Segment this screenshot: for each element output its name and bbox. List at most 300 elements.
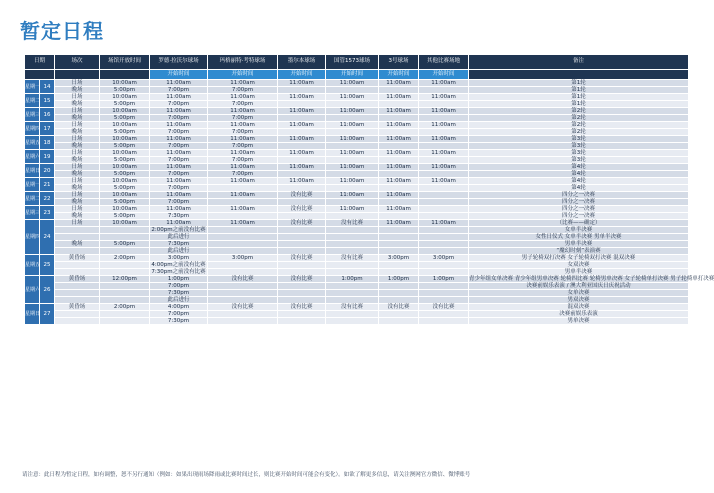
venue-time-cell (419, 241, 469, 248)
venue-time-cell (379, 234, 419, 241)
venue-time-cell (326, 318, 379, 325)
session-cell: 晚场 (55, 129, 100, 136)
venue-time-cell (419, 283, 469, 290)
venue-time-cell (208, 283, 278, 290)
venue-time-cell: 1:00pm (379, 276, 419, 283)
schedule-row (25, 157, 689, 164)
notes-cell: 第4轮 (469, 171, 689, 178)
schedule-row (25, 199, 689, 206)
venue-time-cell (379, 213, 419, 220)
venue-time-cell (208, 234, 278, 241)
venue-time-cell (419, 185, 469, 192)
venue-time-cell (379, 248, 419, 255)
session-cell: 晚场 (55, 213, 100, 220)
weekday-cell: 星期五 (25, 136, 40, 150)
venue-time-cell: 11:00am (150, 80, 208, 87)
venue-time-cell: 11:00am (326, 80, 379, 87)
schedule-row (25, 304, 689, 311)
opening-time-cell: 10:00am (100, 108, 150, 115)
venue-time-cell (379, 283, 419, 290)
opening-time-cell (100, 269, 150, 276)
venue-time-cell: 11:00am (326, 94, 379, 101)
venue-time-cell: 11:00am (150, 122, 208, 129)
opening-time-cell: 10:00am (100, 80, 150, 87)
date-cell: 18 (40, 136, 55, 150)
venue-time-cell: 11:00am (208, 164, 278, 171)
footnote: 请注意：此日程为暂定日程，如有调整，恕不另行通知（例如：如果出现雨场降雨或比赛时间过长，则比赛开始时间可能会有变化）。如欲了解更多信息，请关注澳网官方微信、微博账号 (22, 472, 471, 478)
venue-time-cell: 11:00am (326, 150, 379, 157)
venue-time-cell: 11:00am (326, 108, 379, 115)
venue-time-cell (208, 262, 278, 269)
session-cell (55, 283, 100, 290)
venue-time-cell: 11:00am (379, 136, 419, 143)
weekday-cell: 星期五 (25, 255, 40, 276)
venue-time-cell (278, 199, 326, 206)
schedule-row (25, 185, 689, 192)
venue-time-cell (326, 283, 379, 290)
venue-time-cell: 1:00pm (326, 276, 379, 283)
venue-time-cell: 4:00pm (150, 304, 208, 311)
opening-time-cell (100, 290, 150, 297)
schedule-row (25, 297, 689, 304)
notes-cell: 第2轮 (469, 122, 689, 129)
notes-cell: 四分之一决赛 (469, 192, 689, 199)
session-cell: 晚场 (55, 185, 100, 192)
notes-cell: 四分之一决赛 (469, 199, 689, 206)
subheader-blank (100, 70, 150, 80)
venue-time-cell: 7:00pm (208, 157, 278, 164)
venue-time-cell (208, 227, 278, 234)
venue-time-cell: 11:00am (278, 122, 326, 129)
venue-time-cell: 11:00am (379, 150, 419, 157)
schedule-row (25, 108, 689, 115)
venue-time-cell (278, 115, 326, 122)
header-date: 日期 (25, 55, 55, 70)
venue-time-cell (278, 185, 326, 192)
venue-time-cell (419, 143, 469, 150)
notes-cell: 第1轮 (469, 87, 689, 94)
venue-time-cell (419, 199, 469, 206)
venue-time-cell: 11:00am (419, 150, 469, 157)
venue-time-cell (419, 234, 469, 241)
notes-cell: 男单半决赛 (469, 269, 689, 276)
date-cell: 23 (40, 206, 55, 220)
schedule-row (25, 248, 689, 255)
notes-cell: 男双决赛 (469, 297, 689, 304)
notes-cell: 第3轮 (469, 150, 689, 157)
venue-time-cell (419, 206, 469, 213)
schedule-row (25, 283, 689, 290)
venue-time-cell (379, 311, 419, 318)
venue-time-cell (326, 185, 379, 192)
session-cell: 晚场 (55, 241, 100, 248)
venue-time-cell: 11:00am (379, 108, 419, 115)
venue-time-cell: 11:00am (326, 122, 379, 129)
session-cell: 晚场 (55, 115, 100, 122)
venue-time-cell (326, 87, 379, 94)
venue-time-cell: 7:00pm (150, 199, 208, 206)
venue-time-cell: 没有比赛 (326, 220, 379, 227)
schedule-row (25, 143, 689, 150)
notes-cell: （比赛——确定） (469, 220, 689, 227)
venue-time-cell: 11:00am (208, 80, 278, 87)
date-cell: 15 (40, 94, 55, 108)
venue-time-cell: 11:00am (150, 108, 208, 115)
venue-time-cell (326, 241, 379, 248)
venue-time-cell: 11:00am (278, 94, 326, 101)
schedule-row (25, 87, 689, 94)
venue-time-cell: 11:00am (419, 80, 469, 87)
venue-time-cell: 11:00am (150, 192, 208, 199)
venue-time-cell (326, 115, 379, 122)
date-cell: 17 (40, 122, 55, 136)
notes-cell: 第3轮 (469, 157, 689, 164)
session-cell: 日场 (55, 178, 100, 185)
venue-time-cell (326, 213, 379, 220)
opening-time-cell (100, 227, 150, 234)
venue-time-cell: 11:00am (379, 94, 419, 101)
notes-cell: 男单决赛 (469, 318, 689, 325)
venue-time-cell (208, 199, 278, 206)
date-cell: 25 (40, 255, 55, 276)
venue-time-cell (326, 248, 379, 255)
date-cell: 16 (40, 108, 55, 122)
schedule-row (25, 262, 689, 269)
schedule-row (25, 269, 689, 276)
venue-time-cell (326, 199, 379, 206)
venue-time-cell (278, 157, 326, 164)
venue-time-cell (208, 318, 278, 325)
venue-time-cell: 11:00am (379, 178, 419, 185)
venue-time-cell (278, 227, 326, 234)
venue-time-cell (379, 269, 419, 276)
venue-time-cell (278, 101, 326, 108)
venue-time-cell (419, 227, 469, 234)
notes-cell: 女双决赛 (469, 262, 689, 269)
venue-time-cell (419, 311, 469, 318)
header-session: 场次 (55, 55, 100, 70)
venue-time-cell: 11:00am (150, 150, 208, 157)
header-venue: 国管1573球场 (326, 55, 379, 70)
subheader-blank (25, 70, 55, 80)
venue-time-cell: 3:00pm (379, 255, 419, 262)
session-cell: 晚场 (55, 143, 100, 150)
weekday-cell: 星期一 (25, 178, 40, 192)
venue-time-cell: 7:00pm (150, 157, 208, 164)
opening-time-cell: 5:00pm (100, 143, 150, 150)
schedule-body (25, 80, 714, 325)
venue-time-cell (278, 311, 326, 318)
schedule-row (25, 276, 689, 283)
weekday-cell: 星期日 (25, 304, 40, 325)
venue-time-cell: 7:00pm (150, 129, 208, 136)
session-cell: 日场 (55, 122, 100, 129)
schedule-row (25, 136, 689, 143)
date-cell: 19 (40, 150, 55, 164)
page-title: 暂定日程 (20, 19, 104, 43)
venue-time-cell: 11:00am (419, 164, 469, 171)
opening-time-cell: 12:00pm (100, 276, 150, 283)
notes-cell: 第3轮 (469, 136, 689, 143)
venue-time-cell: 没有比赛 (278, 276, 326, 283)
notes-cell: 四分之一决赛 (469, 213, 689, 220)
date-cell: 22 (40, 192, 55, 206)
venue-time-cell (278, 143, 326, 150)
opening-time-cell: 5:00pm (100, 157, 150, 164)
session-cell: 日场 (55, 94, 100, 101)
schedule-table-container (24, 54, 714, 465)
schedule-row (25, 290, 689, 297)
venue-time-cell: 11:00am (326, 178, 379, 185)
venue-time-cell: 11:00am (208, 220, 278, 227)
session-cell: 日场 (55, 192, 100, 199)
session-cell (55, 311, 100, 318)
header-notes: 备注 (469, 55, 689, 70)
venue-time-cell: 3:00pm (208, 255, 278, 262)
venue-time-cell: 7:00pm (208, 143, 278, 150)
session-cell: 黄昏场 (55, 255, 100, 262)
venue-time-cell: 7:30pm (150, 241, 208, 248)
subheader-blank (469, 70, 689, 80)
subheader-start-time: 开始时间 (208, 70, 278, 80)
venue-time-cell: 11:00am (278, 164, 326, 171)
venue-time-cell: 11:00am (150, 178, 208, 185)
date-cell: 24 (40, 220, 55, 255)
venue-time-cell (208, 290, 278, 297)
venue-time-cell (379, 101, 419, 108)
schedule-row (25, 220, 689, 227)
venue-time-cell (379, 227, 419, 234)
venue-time-cell: 11:00am (379, 122, 419, 129)
opening-time-cell: 2:00pm (100, 255, 150, 262)
venue-time-cell: 11:00am (326, 206, 379, 213)
venue-time-cell (419, 101, 469, 108)
venue-time-cell: 11:00am (150, 94, 208, 101)
schedule-row (25, 122, 689, 129)
session-cell (55, 248, 100, 255)
venue-time-cell (326, 234, 379, 241)
notes-cell: 第4轮 (469, 164, 689, 171)
venue-time-cell: 11:00am (208, 150, 278, 157)
venue-time-cell (326, 171, 379, 178)
session-cell: 晚场 (55, 157, 100, 164)
venue-time-cell (208, 248, 278, 255)
header-venue: 3号球场 (379, 55, 419, 70)
venue-time-cell: 1:00pm (419, 276, 469, 283)
venue-time-cell: 11:00am (208, 192, 278, 199)
venue-time-cell (208, 213, 278, 220)
venue-time-cell (419, 115, 469, 122)
venue-time-cell: 11:00am (278, 108, 326, 115)
venue-time-cell: 11:00am (208, 178, 278, 185)
venue-time-cell: 没有比赛 (326, 255, 379, 262)
opening-time-cell: 5:00pm (100, 199, 150, 206)
venue-time-cell (208, 241, 278, 248)
venue-time-cell: 11:00am (278, 150, 326, 157)
venue-time-cell (326, 262, 379, 269)
date-cell: 21 (40, 178, 55, 192)
opening-time-cell (100, 262, 150, 269)
session-cell: 日场 (55, 80, 100, 87)
schedule-row (25, 311, 689, 318)
venue-time-cell: 7:00pm (150, 283, 208, 290)
venue-time-cell: 1:00pm (150, 276, 208, 283)
venue-time-cell: 11:00am (419, 108, 469, 115)
venue-time-cell: 7:30pm之前没有比赛 (151, 269, 206, 275)
weekday-cell: 星期日 (25, 164, 40, 178)
schedule-row (25, 227, 689, 234)
venue-time-cell: 7:00pm (150, 101, 208, 108)
venue-time-cell: 11:00am (278, 178, 326, 185)
notes-cell: “魔幻时刻”表演赛 (469, 248, 689, 255)
venue-time-cell: 11:00am (419, 220, 469, 227)
venue-time-cell (278, 269, 326, 276)
notes-cell: 女单决赛 (469, 290, 689, 297)
venue-time-cell: 11:00am (379, 164, 419, 171)
venue-time-cell: 7:30pm (150, 213, 208, 220)
venue-time-cell: 11:00am (326, 164, 379, 171)
venue-time-cell: 没有比赛 (278, 304, 326, 311)
venue-time-cell (419, 262, 469, 269)
venue-time-cell (379, 87, 419, 94)
session-cell: 晚场 (55, 101, 100, 108)
notes-cell: 第4轮 (469, 185, 689, 192)
session-cell: 黄昏场 (55, 276, 100, 283)
venue-time-cell (326, 290, 379, 297)
venue-time-cell (326, 143, 379, 150)
session-cell: 晚场 (55, 171, 100, 178)
opening-time-cell: 10:00am (100, 192, 150, 199)
venue-time-cell: 11:00am (150, 220, 208, 227)
venue-time-cell (379, 171, 419, 178)
schedule-row (25, 94, 689, 101)
venue-time-cell (278, 87, 326, 94)
schedule-row (25, 234, 689, 241)
notes-cell: 男子轮椅双打决赛 女子轮椅双打决赛 混双决赛 (469, 255, 689, 262)
venue-time-cell (379, 318, 419, 325)
subheader-start-time: 开始时间 (150, 70, 208, 80)
venue-time-cell (278, 129, 326, 136)
venue-time-cell: 7:00pm (150, 311, 208, 318)
venue-time-cell (419, 269, 469, 276)
venue-time-cell (208, 269, 278, 276)
opening-time-cell: 10:00am (100, 150, 150, 157)
venue-time-cell: 11:00am (379, 206, 419, 213)
venue-time-cell: 11:00am (150, 136, 208, 143)
notes-cell: 第2轮 (469, 115, 689, 122)
header-venue: 玛格丽特·考特球场 (208, 55, 278, 70)
venue-time-cell: 11:00am (379, 80, 419, 87)
session-cell (55, 290, 100, 297)
venue-time-cell: 11:00am (379, 220, 419, 227)
notes-cell: 决赛前娱乐表演 / 澳大利亚国庆日庆祝活动 (469, 283, 689, 290)
schedule-row (25, 206, 689, 213)
venue-time-cell (326, 227, 379, 234)
session-cell: 日场 (55, 206, 100, 213)
header-opening: 场馆开放时间 (100, 55, 150, 70)
venue-time-cell: 11:00am (379, 192, 419, 199)
notes-cell: 第1轮 (469, 80, 689, 87)
session-cell: 晚场 (55, 87, 100, 94)
subheader-start-time: 开始时间 (278, 70, 326, 80)
opening-time-cell: 5:00pm (100, 185, 150, 192)
venue-time-cell (208, 311, 278, 318)
opening-time-cell (100, 318, 150, 325)
session-cell (55, 297, 100, 304)
venue-time-cell: 11:00am (419, 94, 469, 101)
venue-time-cell (278, 248, 326, 255)
weekday-cell: 星期四 (25, 220, 40, 255)
venue-time-cell: 7:00pm (150, 115, 208, 122)
venue-time-cell: 11:00am (208, 94, 278, 101)
date-cell: 14 (40, 80, 55, 94)
venue-time-cell (419, 171, 469, 178)
venue-time-cell: 没有比赛 (278, 206, 326, 213)
venue-time-cell (278, 234, 326, 241)
venue-time-cell (419, 192, 469, 199)
opening-time-cell: 5:00pm (100, 115, 150, 122)
venue-time-cell (419, 290, 469, 297)
venue-time-cell (379, 262, 419, 269)
venue-time-cell (379, 129, 419, 136)
date-cell: 27 (40, 304, 55, 325)
notes-cell: 决赛前娱乐表演 (469, 311, 689, 318)
venue-time-cell (326, 297, 379, 304)
venue-time-cell: 3:00pm (150, 255, 208, 262)
session-cell: 日场 (55, 150, 100, 157)
venue-time-cell: 此后进行 (150, 248, 208, 255)
opening-time-cell: 10:00am (100, 206, 150, 213)
venue-time-cell: 11:00am (326, 136, 379, 143)
notes-cell: 第1轮 (469, 94, 689, 101)
venue-time-cell (208, 297, 278, 304)
venue-time-cell: 没有比赛 (419, 304, 469, 311)
venue-time-cell (278, 213, 326, 220)
header-venue: 其他比赛场地 (419, 55, 469, 70)
venue-time-cell: 此后进行 (150, 297, 208, 304)
session-cell (55, 234, 100, 241)
schedule-row (25, 255, 689, 262)
venue-time-cell (278, 318, 326, 325)
opening-time-cell: 10:00am (100, 122, 150, 129)
session-cell (55, 262, 100, 269)
venue-time-cell (326, 269, 379, 276)
venue-time-cell: 7:00pm (150, 143, 208, 150)
venue-time-cell: 没有比赛 (379, 304, 419, 311)
venue-time-cell: 11:00am (150, 206, 208, 213)
schedule-row (25, 129, 689, 136)
venue-time-cell (326, 157, 379, 164)
venue-time-cell: 没有比赛 (326, 304, 379, 311)
venue-time-cell (326, 129, 379, 136)
venue-time-cell (419, 129, 469, 136)
session-cell: 日场 (55, 108, 100, 115)
schedule-row (25, 171, 689, 178)
venue-time-cell: 没有比赛 (208, 304, 278, 311)
venue-time-cell: 11:00am (150, 164, 208, 171)
venue-time-cell: 7:30pm (150, 290, 208, 297)
venue-time-cell: 3:00pm (419, 255, 469, 262)
venue-time-cell: 11:00am (419, 136, 469, 143)
session-cell: 日场 (55, 164, 100, 171)
venue-time-cell: 没有比赛 (278, 255, 326, 262)
schedule-row (25, 178, 689, 185)
notes-cell: 第4轮 (469, 178, 689, 185)
opening-time-cell: 5:00pm (100, 241, 150, 248)
weekday-cell: 星期二 (25, 94, 40, 108)
opening-time-cell: 10:00am (100, 220, 150, 227)
venue-time-cell (419, 318, 469, 325)
